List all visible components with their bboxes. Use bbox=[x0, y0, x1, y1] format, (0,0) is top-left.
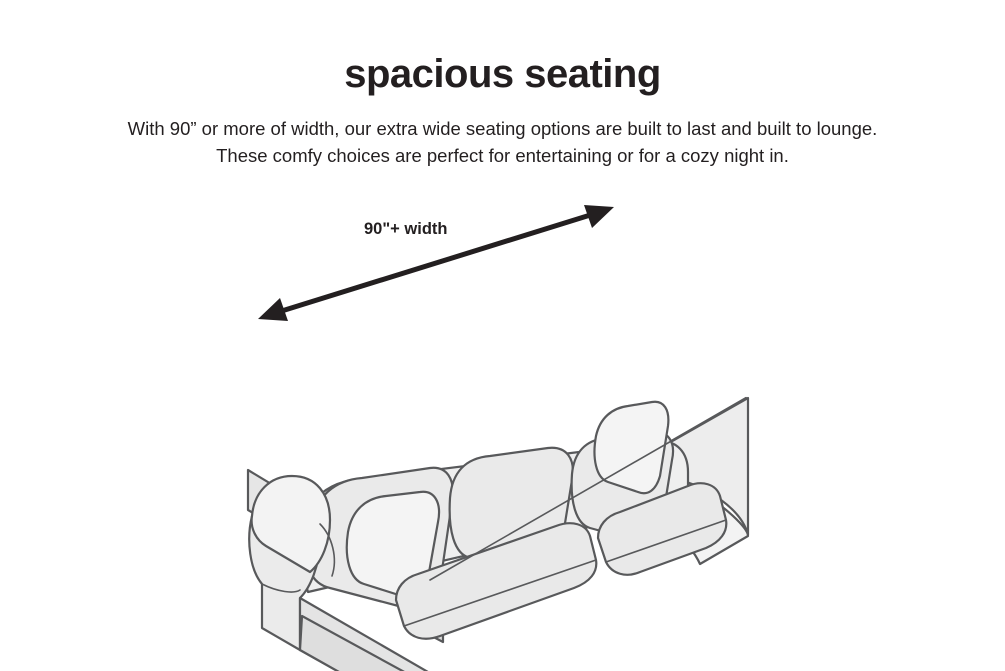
page-title: spacious seating bbox=[344, 52, 661, 96]
sofa-diagram bbox=[0, 180, 1005, 671]
sofa-illustration-svg bbox=[0, 180, 1005, 671]
subcopy-line-2: These comfy choices are perfect for entertaining or for a cozy night in. bbox=[216, 144, 789, 166]
subcopy-block bbox=[0, 116, 1005, 170]
measurement-label: 90"+ width bbox=[364, 220, 448, 238]
sofa-line-illustration bbox=[248, 398, 748, 671]
subcopy-line-1: With 90” or more of width, our extra wide seating options are built to last and built to lounge. bbox=[127, 118, 878, 139]
